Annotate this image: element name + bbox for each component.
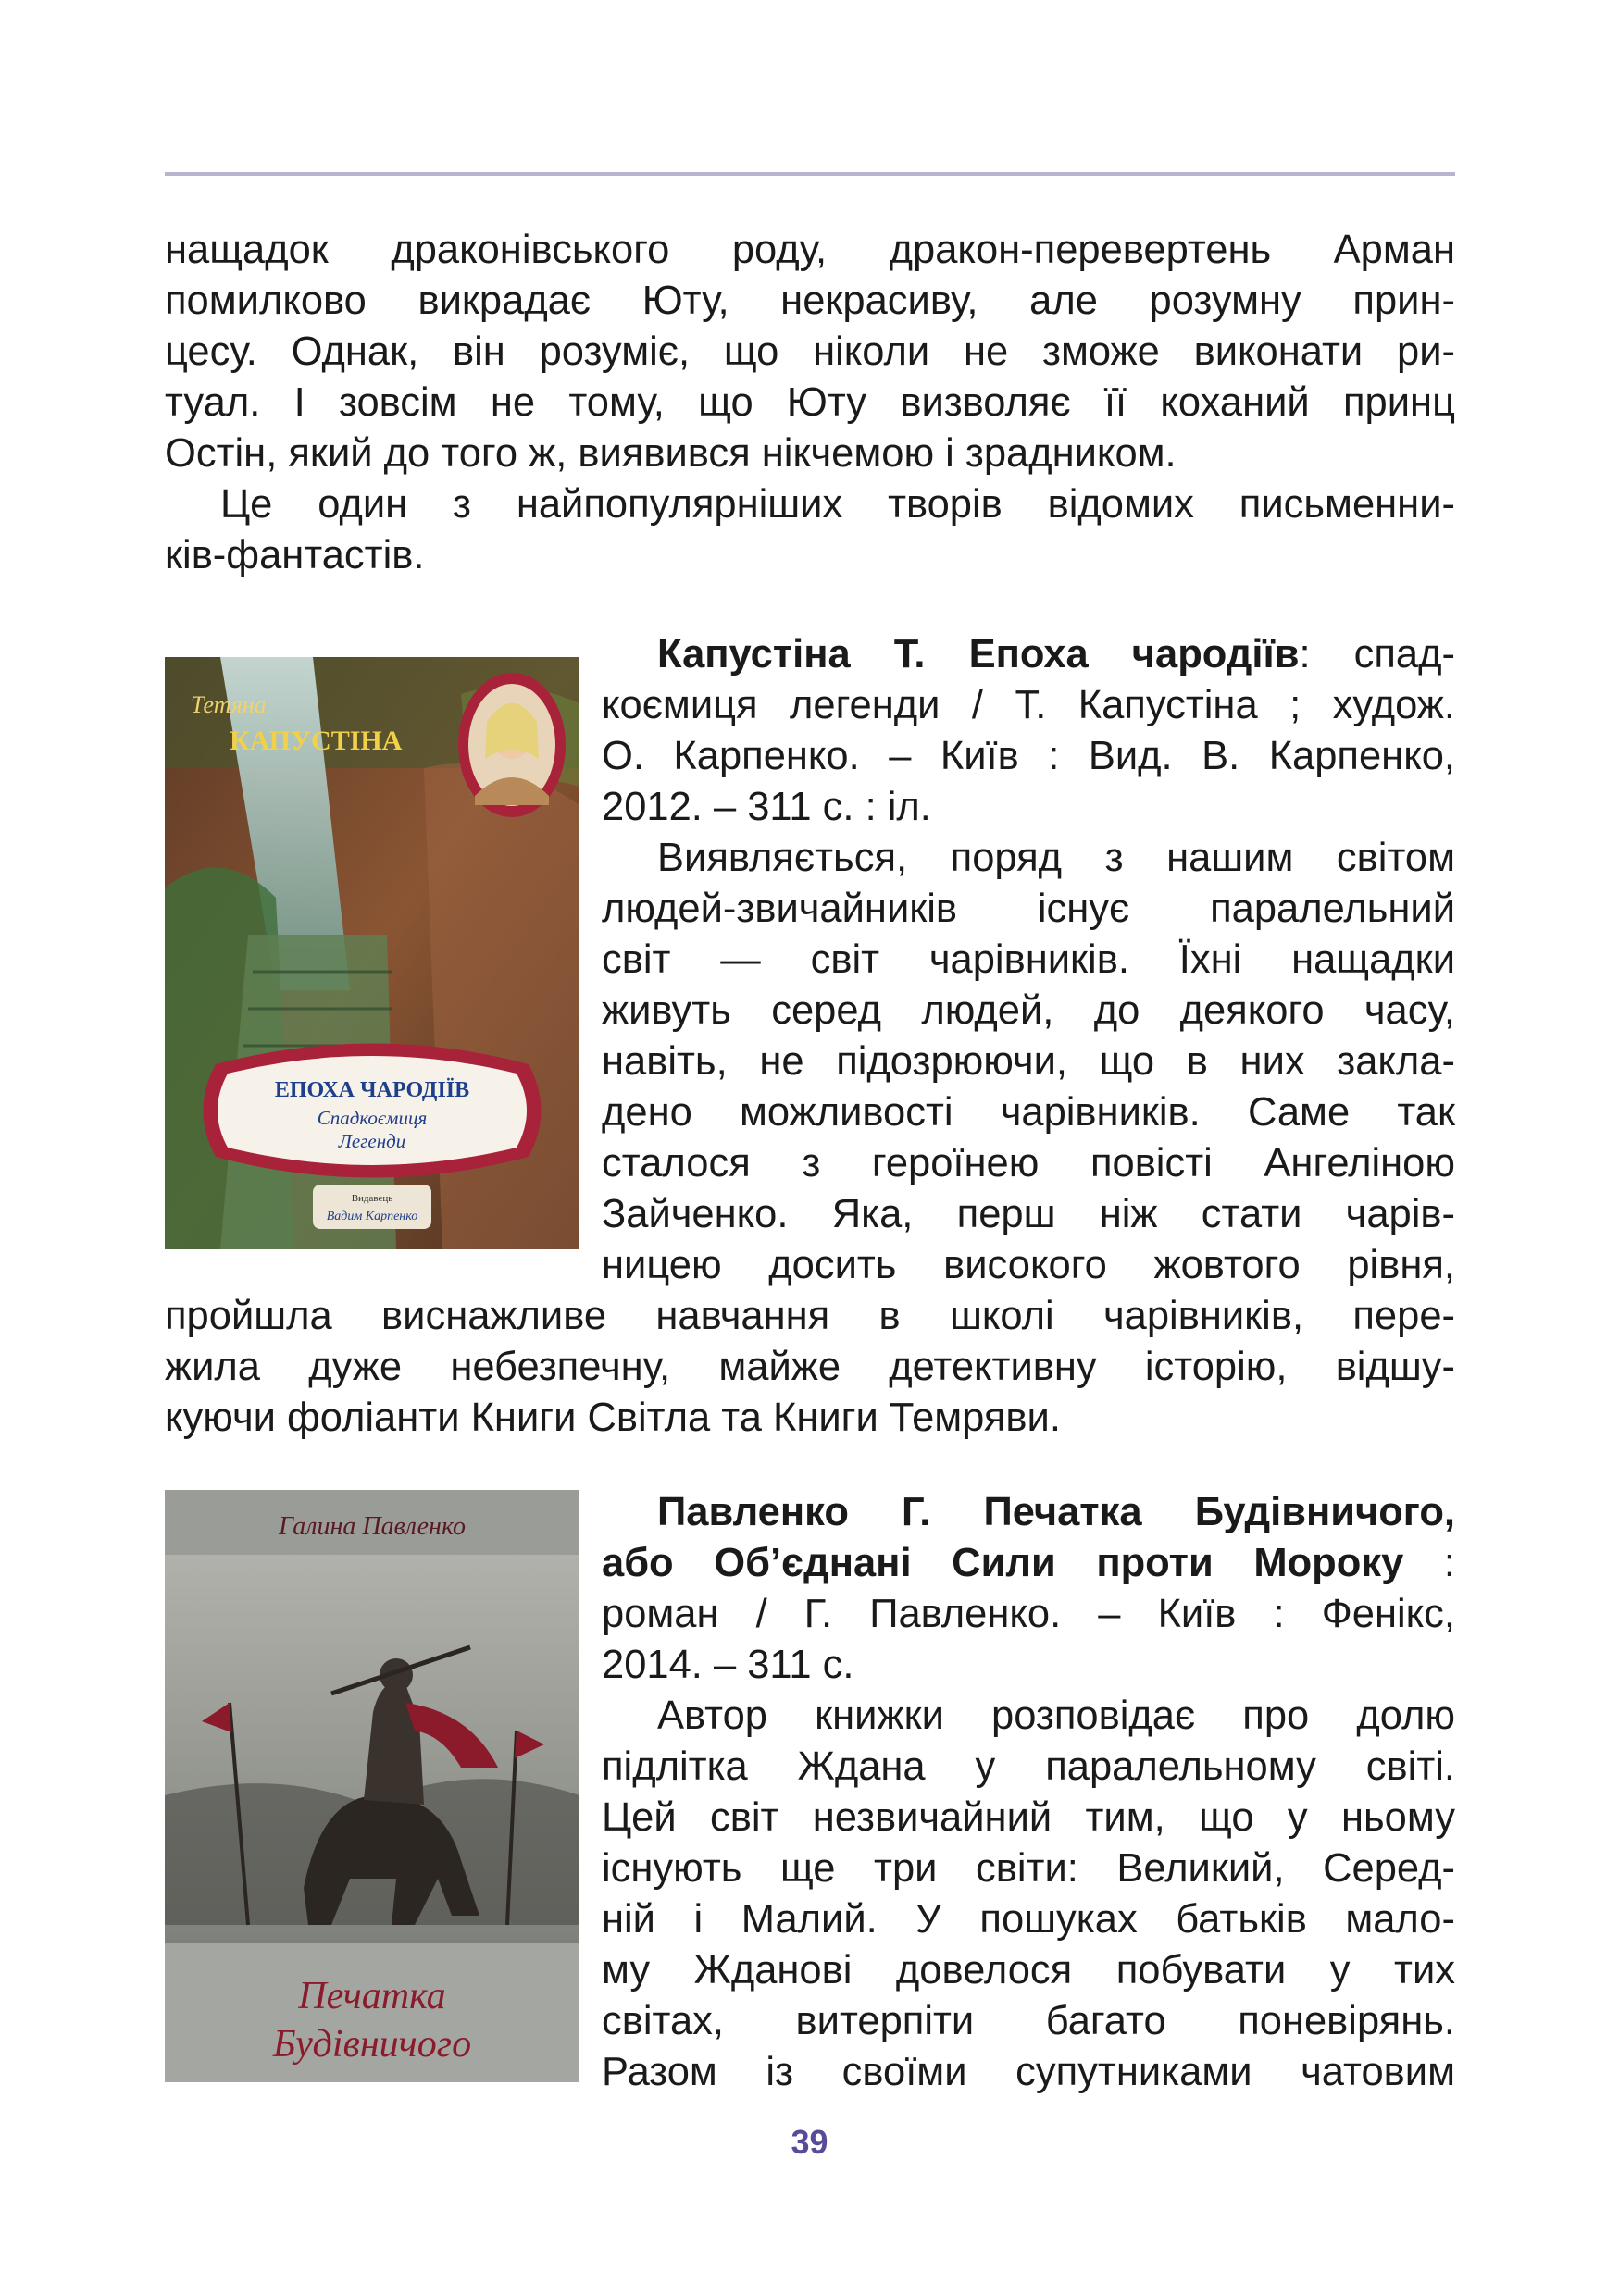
book1-citation-line: 2012. – 311 с. : іл. xyxy=(602,785,931,829)
book2-desc-line: підлітка Ждана у паралельному світі. xyxy=(602,1744,1455,1789)
book1-desc-line: навіть, не підозрюючи, що в них закла- xyxy=(602,1039,1455,1084)
book2-citation-title: Павленко Г. Печатка Будівничого, xyxy=(657,1490,1455,1534)
intro-line: нащадок драконівського роду, дракон-перевертень Арман xyxy=(165,228,1455,272)
intro-line: Остін, який до того ж, виявився нікчемою і зрадником. xyxy=(165,431,1177,476)
cover-publisher-name: Вадим Карпенко xyxy=(326,1210,418,1223)
intro-line: Це один з найпопулярніших творів відомих письменни- xyxy=(220,482,1455,527)
book1-citation-title: Капустіна Т. Епоха чародіїв xyxy=(657,632,1300,676)
book2-desc-line: му Жданові довелося побувати у тих xyxy=(602,1948,1455,1992)
book1-desc-line: куючи фоліанти Книги Світла та Книги Темряви. xyxy=(165,1396,1061,1440)
book1-desc-line: світ — світ чарівників. Їхні нащадки xyxy=(602,937,1455,982)
cover-author-first: Тетяна xyxy=(191,691,267,718)
book2-desc-line: існують ще три світи: Великий, Серед- xyxy=(602,1846,1455,1891)
book1-citation-line: : спад- xyxy=(1299,632,1455,676)
book1-citation-line: О. Карпенко. – Київ : Вид. В. Карпенко, xyxy=(602,734,1455,778)
cover2-title-1: Печатка xyxy=(298,1975,446,2017)
book2-desc-line: ній і Малий. У пошуках батьків мало- xyxy=(602,1897,1455,1942)
cover-subtitle-2: Легенди xyxy=(338,1130,406,1152)
intro-line: цесу. Однак, він розуміє, що ніколи не зможе виконати ри- xyxy=(165,329,1455,374)
book1-desc-line: ницею досить високого жовтого рівня, xyxy=(602,1243,1455,1287)
cover-publisher-label: Видавець xyxy=(351,1193,393,1204)
book2-citation-title: або Об’єднані Сили проти Мороку xyxy=(602,1541,1404,1585)
book1-citation-line: коємиця легенди / Т. Капустіна ; худож. xyxy=(602,683,1455,727)
book2-desc-line: світах, витерпіти багато поневірянь. xyxy=(602,1999,1455,2043)
cover-author-last: КАПУСТІНА xyxy=(230,726,403,756)
book-cover-pavlenko xyxy=(165,1490,579,2082)
book1-desc-line: Виявляється, поряд з нашим світом xyxy=(657,836,1455,880)
intro-line: помилково викрадає Юту, некрасиву, але розумну прин- xyxy=(165,279,1455,323)
cover2-author: Галина Павленко xyxy=(279,1512,466,1541)
book1-entry xyxy=(602,629,1455,1291)
book2-desc-line: Цей світ незвичайний тим, що у ньому xyxy=(602,1795,1455,1840)
page-number: 39 xyxy=(791,2123,828,2161)
book1-desc-line: жила дуже небезпечну, майже детективну історію, відшу- xyxy=(165,1345,1455,1389)
book2-citation-suffix: : xyxy=(1403,1541,1455,1585)
book1-desc-line: живуть серед людей, до деякого часу, xyxy=(602,988,1455,1033)
header-rule xyxy=(165,172,1455,176)
intro-line: ків-фантастів. xyxy=(165,533,425,577)
intro-text xyxy=(165,225,1455,581)
book2-desc-line: Разом із своїми супутниками чатовим xyxy=(602,2050,1455,2094)
book1-desc-line: сталося з героїнею повісті Ангеліною xyxy=(602,1141,1455,1185)
cover2-title-2: Будівничого xyxy=(272,2023,472,2066)
book1-desc-line: людей-звичайників існує паралельний xyxy=(602,887,1455,931)
book2-entry xyxy=(602,1487,1455,2098)
book1-desc-continued xyxy=(165,1291,1455,1444)
book1-desc-line: пройшла виснажливе навчання в школі чарівників, пере- xyxy=(165,1294,1455,1338)
author-portrait-image xyxy=(458,673,566,817)
cover-subtitle-1: Спадкоємиця xyxy=(317,1107,428,1129)
book2-citation-line: 2014. – 311 с. xyxy=(602,1643,854,1687)
book1-desc-line: дено можливості чарівників. Саме так xyxy=(602,1090,1455,1135)
cover-title: ЕПОХА ЧАРОДІЇВ xyxy=(274,1078,470,1102)
intro-line: туал. І зовсім не тому, що Юту визволяє її коханий принц xyxy=(165,380,1455,425)
book-cover-kapustina xyxy=(165,657,579,1249)
book1-desc-line: Зайченко. Яка, перш ніж стати чарів- xyxy=(602,1192,1455,1236)
book2-desc-line: Автор книжки розповідає про долю xyxy=(657,1694,1455,1738)
book2-citation-line: роман / Г. Павленко. – Київ : Фенікс, xyxy=(602,1592,1455,1636)
